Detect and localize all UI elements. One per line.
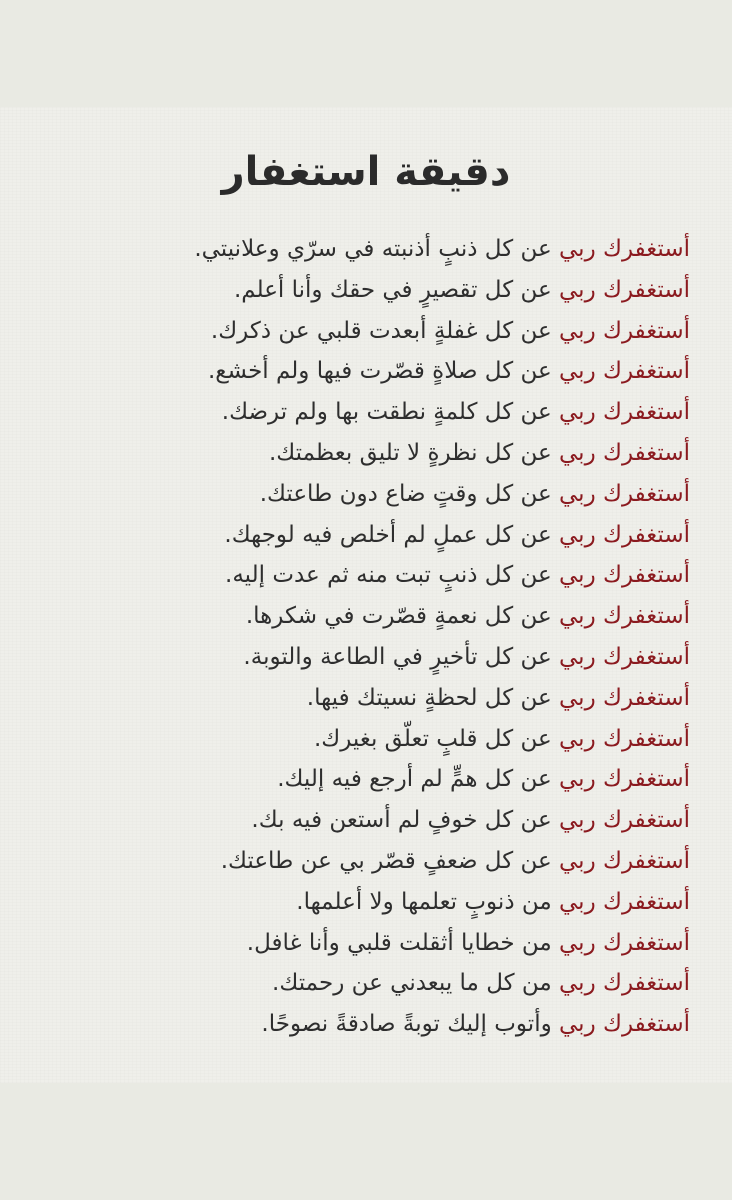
- istighfar-text: عن كل غفلةٍ أبعدت قلبي عن ذكرك.: [210, 317, 560, 344]
- istighfar-text: عن كل ضعفٍ قصّر بي عن طاعتك.: [220, 847, 560, 874]
- list-item: [30, 923, 690, 964]
- istighfar-lead: أستغفرك ربي: [559, 236, 690, 262]
- istighfar-text: عن كل تقصيرٍ في حقك وأنا أعلم.: [233, 276, 560, 303]
- istighfar-lead: أستغفرك ربي: [559, 725, 690, 752]
- istighfar-lead: أستغفرك ربي: [559, 521, 690, 548]
- istighfar-text: عن كل تأخيرٍ في الطاعة والتوبة.: [243, 643, 560, 670]
- istighfar-text: من كل ما يبعدني عن رحمتك.: [272, 970, 560, 997]
- istighfar-lead: أستغفرك ربي: [559, 399, 690, 426]
- list-item: [30, 1004, 690, 1045]
- istighfar-text: عن كل نعمةٍ قصّرت في شكرها.: [245, 603, 560, 630]
- istighfar-text: عن كل ذنبٍ تبت منه ثم عدت إليه.: [225, 562, 560, 589]
- istighfar-text: عن كل همٍّ لم أرجع فيه إليك.: [277, 766, 560, 793]
- istighfar-lead: أستغفرك ربي: [559, 480, 690, 507]
- istighfar-lead: أستغفرك ربي: [559, 929, 690, 956]
- istighfar-lead: أستغفرك ربي: [559, 1011, 690, 1038]
- istighfar-text: عن كل وقتٍ ضاع دون طاعتك.: [259, 480, 560, 507]
- istighfar-text: عن كل عملٍ لم أخلص فيه لوجهك.: [224, 521, 560, 548]
- istighfar-text: عن كل خوفٍ لم أستعن فيه بك.: [251, 807, 560, 834]
- istighfar-lead: أستغفرك ربي: [559, 317, 690, 344]
- list-item: [30, 311, 690, 352]
- istighfar-lead: أستغفرك ربي: [559, 643, 690, 670]
- page-title: دقيقة استغفار: [221, 149, 511, 195]
- list-item: [30, 963, 690, 1004]
- list-item: [30, 474, 690, 515]
- istighfar-lead: أستغفرك ربي: [559, 766, 690, 793]
- istighfar-lead: أستغفرك ربي: [559, 684, 690, 711]
- istighfar-text: عن كل لحظةٍ نسيتك فيها.: [306, 684, 560, 711]
- istighfar-list: [30, 229, 690, 1045]
- list-item: [30, 596, 690, 637]
- istighfar-text: عن كل ذنبٍ أذنبته في سرّي وعلانيتي.: [194, 236, 560, 262]
- istighfar-lead: أستغفرك ربي: [559, 276, 690, 303]
- list-item: [30, 229, 690, 270]
- list-item: [30, 841, 690, 882]
- list-item: [30, 270, 690, 311]
- istighfar-text: عن كل صلاةٍ قصّرت فيها ولم أخشع.: [208, 358, 560, 385]
- list-item: [30, 637, 690, 678]
- istighfar-text: عن كل قلبٍ تعلّق بغيرك.: [313, 725, 560, 752]
- istighfar-text: من خطايا أثقلت قلبي وأنا غافل.: [246, 929, 560, 956]
- istighfar-lead: أستغفرك ربي: [559, 603, 690, 630]
- list-item: [30, 719, 690, 760]
- prayer-card: [0, 107, 732, 1083]
- list-item: [30, 759, 690, 800]
- istighfar-text: من ذنوبٍ تعلمها ولا أعلمها.: [296, 888, 560, 915]
- list-item: [30, 555, 690, 596]
- istighfar-lead: أستغفرك ربي: [559, 358, 690, 385]
- list-item: [30, 433, 690, 474]
- istighfar-text: وأتوب إليك توبةً صادقةً نصوحًا.: [261, 1011, 560, 1038]
- list-item: [30, 678, 690, 719]
- istighfar-lead: أستغفرك ربي: [559, 888, 690, 915]
- istighfar-lead: أستغفرك ربي: [559, 562, 690, 589]
- istighfar-text: عن كل نظرةٍ لا تليق بعظمتك.: [268, 439, 560, 466]
- list-item: [30, 351, 690, 392]
- istighfar-text: عن كل كلمةٍ نطقت بها ولم ترضك.: [221, 399, 560, 426]
- list-item: [30, 800, 690, 841]
- istighfar-lead: أستغفرك ربي: [559, 970, 690, 997]
- list-item: [30, 392, 690, 433]
- istighfar-lead: أستغفرك ربي: [559, 807, 690, 834]
- istighfar-lead: أستغفرك ربي: [559, 439, 690, 466]
- list-item: [30, 882, 690, 923]
- list-item: [30, 515, 690, 556]
- istighfar-lead: أستغفرك ربي: [559, 847, 690, 874]
